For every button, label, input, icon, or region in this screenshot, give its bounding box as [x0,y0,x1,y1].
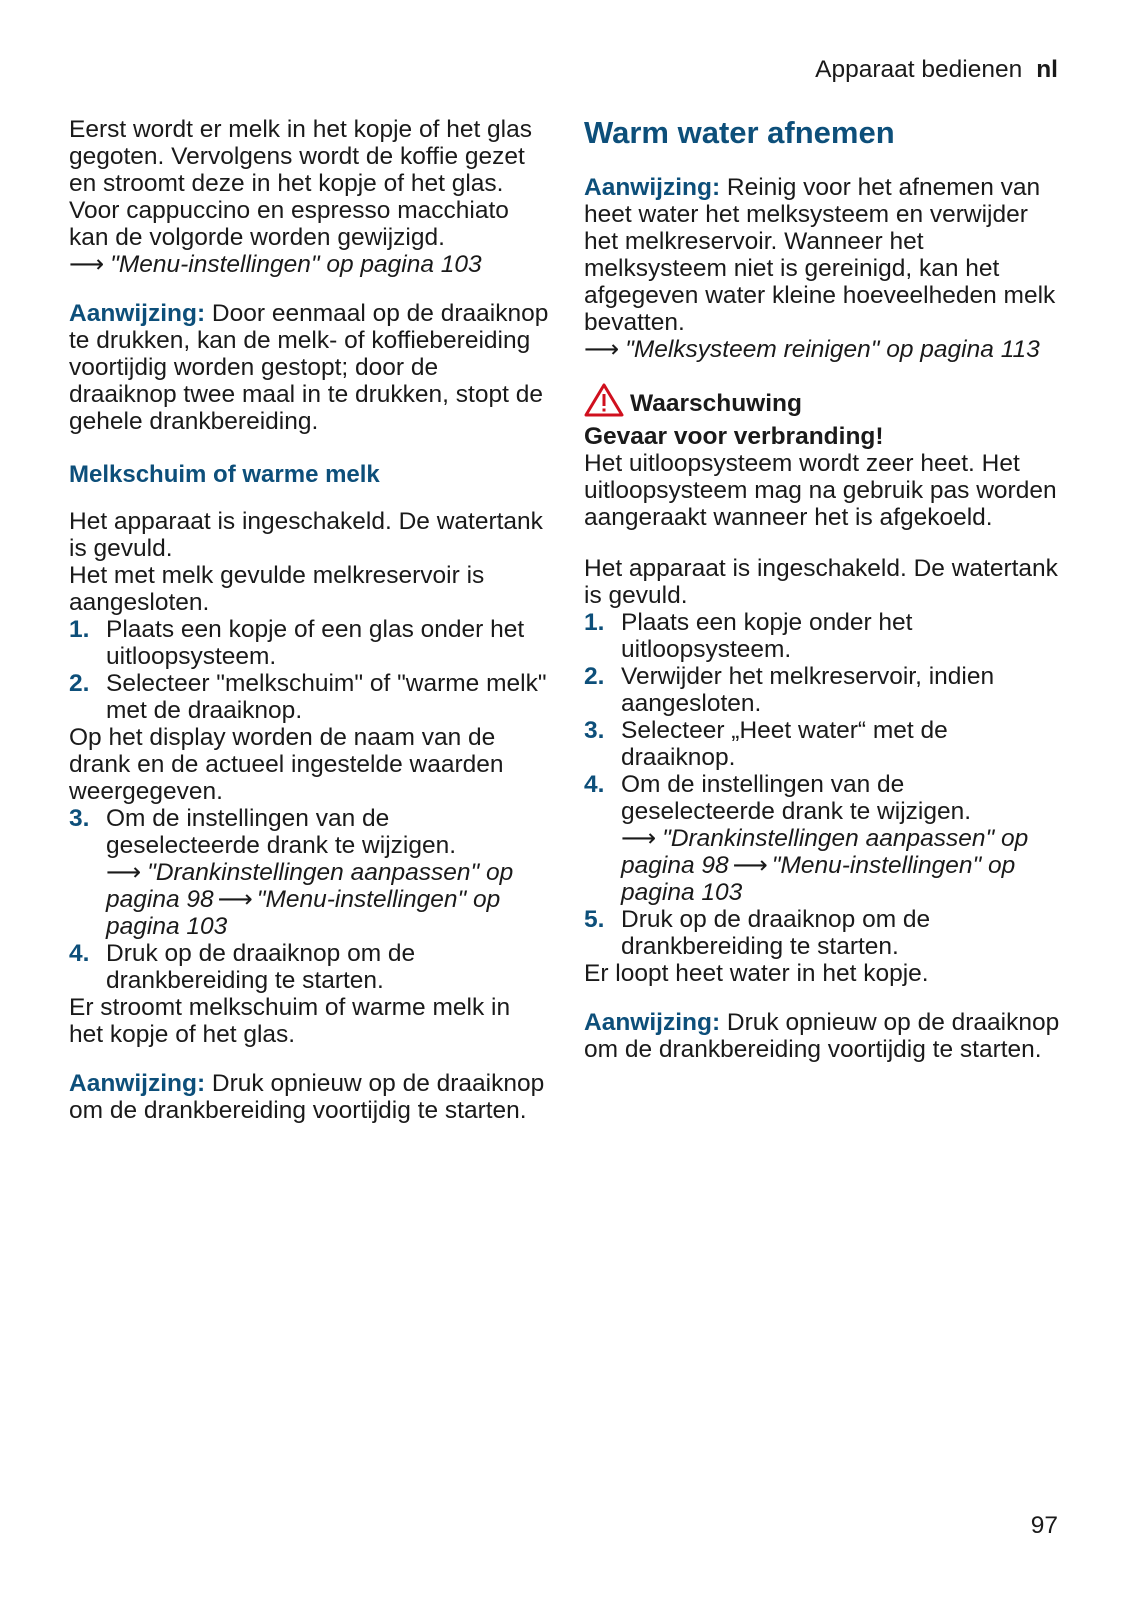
list-item [584,906,1064,960]
step-number: 3. [69,805,90,832]
ref-link[interactable]: "Melksysteem reinigen" op pagina 113 [625,336,1040,363]
warning-title: Waarschuwing [630,389,802,417]
step-number: 4. [584,771,605,798]
step-number: 5. [584,906,605,933]
ref-link[interactable]: "Menu-instellingen" op pagina 103 [106,886,501,940]
arrow-icon: ⟶ [69,251,105,278]
list-item [584,717,1064,771]
steps-list-a [69,616,549,724]
precondition: Het apparaat is ingeschakeld. De watertank is gevuld. [584,555,1058,609]
precondition-1: Het apparaat is ingeschakeld. De watertank is gevuld. [69,508,543,562]
note-label: Aanwijzing: [69,300,206,327]
result-text: Er loopt heet water in het kopje. [584,960,929,987]
ref-link[interactable]: "Drankinstellingen aanpassen" op pagina 98 [621,825,1029,879]
warning-heading [584,383,1064,423]
display-info: Op het display worden de naam van de drank en de actueel ingestelde waarden weergegeven. [69,724,504,805]
step-text: Plaats een kopje onder het uitloopsysteem. [621,609,913,663]
step-text: Druk op de draaiknop om de drankbereiding te starten. [621,906,931,960]
step-text: Verwijder het melkreservoir, indien aangesloten. [621,663,995,717]
arrow-icon: ⟶ [217,886,253,913]
arrow-icon: ⟶ [584,336,620,363]
intro-paragraph: Eerst wordt er melk in het kopje of het glas gegoten. Vervolgens wordt de koffie gezet en stroomt deze in het kopje of het glas. Voor cappuccino en espresso macchiato kan de volgorde worden gewijzigd. [69,116,532,251]
note-paragraph [69,300,549,435]
header-language: nl [1036,56,1058,83]
page-header [815,56,1058,83]
step-text: Selecteer „Heet water“ met de draaiknop. [621,717,948,771]
note-text: Druk opnieuw op de draaiknop om de drankbereiding voortijdig te starten. [584,1009,1060,1063]
step-text: Plaats een kopje of een glas onder het uitloopsysteem. [106,616,525,670]
step-text: Selecteer "melkschuim" of "warme melk" met de draaiknop. [106,670,547,724]
list-item [69,616,549,670]
step-text: Om de instellingen van de geselecteerde drank te wijzigen. [621,771,972,825]
step-reference [621,825,1028,906]
list-item [584,771,1064,906]
steps-list-b [69,805,549,994]
right-column [584,116,1064,1063]
note-text: Door eenmaal op de draaiknop te drukken, kan de melk- of koffiebereiding voortijdig worden gestopt; door de draaiknop twee maal in te drukken, stopt de gehele drankbereiding. [69,300,549,435]
result-text: Er stroomt melkschuim of warme melk in het kopje of het glas. [69,994,511,1048]
note-reference [584,336,1064,363]
note-paragraph [584,1009,1064,1063]
note-label: Aanwijzing: [584,1009,721,1036]
note-paragraph [69,1070,549,1124]
ref-link[interactable]: "Menu-instellingen" op pagina 103 [621,852,1016,906]
steps-list [584,609,1064,960]
arrow-icon: ⟶ [732,852,768,879]
step-reference [106,859,513,940]
note-label: Aanwijzing: [69,1070,206,1097]
step-text: Druk op de draaiknop om de drankbereiding te starten. [106,940,416,994]
section-subheading: Melkschuim of warme melk [69,461,380,488]
warning-subtitle: Gevaar voor verbranding! [584,423,884,450]
note-text: Reinig voor het afnemen van heet water het melksysteem en verwijder het melkreservoir. Wanneer het melksysteem niet is gereinigd, kan het afgegeven water kleine hoeveelheden melk bevatten. [584,174,1056,336]
precondition-2: Het met melk gevulde melkreservoir is aangesloten. [69,562,485,616]
note-text: Druk opnieuw op de draaiknop om de drankbereiding voortijdig te starten. [69,1070,545,1124]
step-number: 1. [69,616,90,643]
note-label: Aanwijzing: [584,174,721,201]
intro-ref-link[interactable]: "Menu-instellingen" op pagina 103 [110,251,482,278]
left-column [69,116,549,1124]
intro-reference [69,251,549,278]
list-item [69,805,549,940]
step-number: 2. [584,663,605,690]
step-number: 2. [69,670,90,697]
section-title: Warm water afnemen [584,115,895,150]
warning-text: Het uitloopsysteem wordt zeer heet. Het uitloopsysteem mag na gebruik pas worden aangeraakt wanneer het is afgekoeld. [584,450,1057,531]
step-number: 4. [69,940,90,967]
header-section-title: Apparaat bedienen [815,56,1023,83]
page-number: 97 [1030,1512,1058,1539]
arrow-icon: ⟶ [621,825,657,852]
arrow-icon: ⟶ [106,859,142,886]
list-item [69,940,549,994]
list-item [584,609,1064,663]
step-number: 3. [584,717,605,744]
step-number: 1. [584,609,605,636]
list-item [69,670,549,724]
note-paragraph [584,174,1064,336]
list-item [584,663,1064,717]
ref-link[interactable]: "Drankinstellingen aanpassen" op pagina 98 [106,859,514,913]
warning-triangle-icon [584,383,624,423]
step-text: Om de instellingen van de geselecteerde drank te wijzigen. [106,805,457,859]
